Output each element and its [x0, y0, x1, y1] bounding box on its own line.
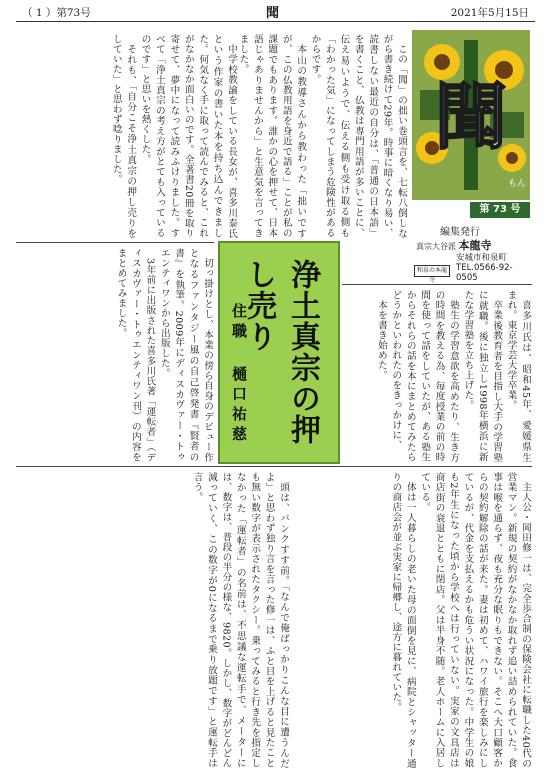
temple-address: 安城市和泉町 — [456, 253, 508, 263]
paragraph: 本を書き始めた。 — [375, 299, 387, 380]
paragraph: 頭は、バンクすす前。「なんで俺ばっかりこんな目に遭うんだよ」と思わず独り言を言った修一は、ふと目を上げると見たことも無い数字が表示されたタクシー。乗ってみると行き先を指定しなかった「運転者」の名前は、不思議な運転手で、メーターには、数字は、普段の半分の様な、9820。しかし、数字がどんどん減っていく、この数字が0になるまで乗り放題です」と運転手は言う。 — [191, 472, 289, 769]
publisher-line — [440, 223, 480, 238]
masthead — [412, 30, 530, 284]
feature-title-box — [218, 241, 340, 464]
section-rule — [342, 284, 532, 285]
section-rule — [16, 466, 532, 467]
issue-label: （ 1 ）第73号 — [22, 7, 91, 19]
feature-author: 住職 樋口祐慈 — [230, 303, 248, 446]
temple-name: 本龍寺 — [458, 239, 492, 252]
temple-prefix: 真宗大谷派 — [416, 242, 456, 251]
feature-title: 浄土真宗の押し売り — [241, 259, 320, 445]
paragraph: この「聞」の拙い巻頭言を、七転八倒しながら書き続けて29年。時事に暗くなり易い、読書しない最近の自分は、「普通の日本語」を書くこと、仏教は専門用語が多いことに、伝え易いようで、伝える側も受け取る側も「わかった気」になってしまう危険性があるからです。 — [309, 34, 407, 238]
issue-date: 2021年5月15日 — [450, 7, 529, 19]
paragraph: 主人公・岡田修一は、完全歩合制の保険会社に転職した40代の営業マン。新規の契約がなかなか取れず追い詰められていた。食事は喉を通らず、夜も充分な眠りもできない。そこへ大口顧客からの契約解除の話が来た。妻は初めて、ハワイ旅行を楽しみにしているが、代金を支払えるかも危うい状況になった。中学生の娘も2年生になった頃から学校へは行っていない。実家の文具店は商店街の衰退とともに閉店。父は半身不随。老人ホームに入居している。 — [419, 472, 531, 768]
logo-ruby: もん — [508, 179, 527, 189]
paragraph: 中学校教諭をしている長女が、喜多川泰氏という作家の書いた本を持ち込んできました。何気なく手に取って読んでみると、これがなかなか面白いのです。全著書20冊を取り寄せて、夢中になって読みふけりました。すべて「浄土真宗の考え方がとても入っているのです」と思いを熱くした。 — [139, 34, 237, 238]
paragraph: 3年前に出版された喜多川氏著「運転者」（ディスカヴァー・トゥエンティワン刊）の内容をまとめてみました。 — [115, 248, 156, 462]
sunflower-logo-art — [412, 30, 530, 200]
issue-number-badge: 第 73 号 — [470, 202, 530, 218]
paragraph: 本山の教導さんから教わった「拙いですが、この仏教用語を身近で語る」ことが私の課題でもあります。誰かの心を押せて、日本語じゃありませんから」と生意気を言ってきました。 — [237, 34, 307, 238]
article-mid-right — [342, 290, 532, 462]
logo-character: 聞 — [434, 75, 508, 159]
paragraph: 体は一人暮らしの老いた母の面倒を見に、病院とシャッター通りの商店会が並ぶ実家に帰郷し、途方に暮れていた。 — [390, 472, 416, 768]
paragraph: 卒業後教育者を目指し大手の学習塾に就職。後に独立し1998年横浜に新たな学習塾を立ち上げた。 — [462, 290, 503, 462]
temple-tel: TEL.0566-92-0505 — [456, 263, 513, 283]
newsletter-title: 聞 — [266, 6, 280, 21]
article-lower-left — [20, 472, 290, 768]
article-lower-right — [296, 472, 532, 768]
paragraph: 切っ掛けとし、本業の傍ら自身のデビュー作となるファンタジー風の自己啓発書『賢者の書』を執筆。2009年にディスカヴァー・トゥエンティワンから出版した。 — [158, 248, 213, 462]
header-rule — [16, 21, 535, 22]
section-rule — [16, 242, 214, 243]
article-mid-left — [20, 248, 214, 462]
article-upper-left — [20, 34, 238, 238]
paragraph: それも、「自分こそ浄土真宗の押し売りをしていた」と思わず唸りました。 — [110, 34, 137, 238]
paragraph: 塾生の学習意欲を高めたり、生き方の時間を教える為、毎度授業の前の時間を使って話をしていたが、ある塾生からそれらの話を本にまとめてみたらどうかといわれたのをきっかけに、 — [390, 290, 459, 462]
paragraph: 喜多川氏は、昭和45年、愛媛県生まれ。東京学芸大学卒業。 — [505, 290, 531, 462]
publisher-label: 編集発行 — [440, 227, 480, 238]
masthead-logo — [412, 30, 530, 200]
page-header — [0, 0, 551, 24]
article-upper-right — [237, 34, 408, 238]
temple-tag: 和泉の本龍寺 — [414, 265, 450, 277]
